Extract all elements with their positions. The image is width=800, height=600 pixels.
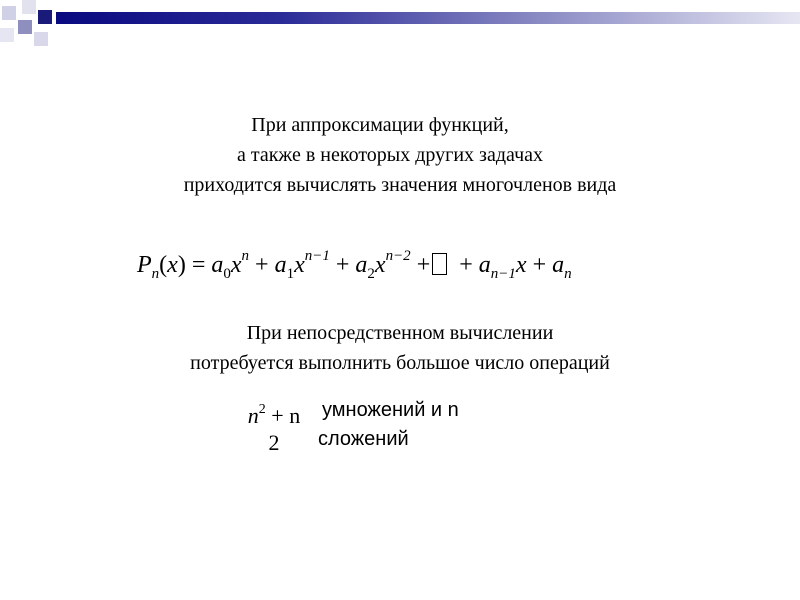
formula-var: x bbox=[230, 252, 242, 278]
formula-index: n bbox=[151, 266, 160, 282]
header-square bbox=[0, 28, 14, 42]
formula-coef: a bbox=[552, 252, 565, 278]
fraction-numerator: $n^2 + n$ bbox=[247, 402, 301, 428]
intro-line: При аппроксимации функций, bbox=[251, 114, 509, 136]
formula-op: + bbox=[335, 252, 350, 278]
operation-labels bbox=[318, 396, 459, 454]
direct-computation-text bbox=[0, 318, 800, 378]
formula-index: 2 bbox=[367, 266, 375, 282]
formula-op: + bbox=[416, 252, 431, 278]
formula-coef: a bbox=[355, 252, 368, 278]
multiplications-label: умножений и n bbox=[322, 399, 459, 421]
formula-symbol: P bbox=[137, 252, 152, 278]
formula-index: 1 bbox=[286, 266, 295, 282]
formula-var: x bbox=[515, 252, 527, 278]
formula-coef: a bbox=[211, 252, 224, 278]
formula-var: x bbox=[374, 252, 386, 278]
formula-index: n−1 bbox=[490, 266, 516, 282]
header-square bbox=[38, 10, 52, 24]
polynomial-formula bbox=[137, 248, 572, 283]
header-bar bbox=[56, 12, 800, 24]
formula-op: + bbox=[459, 252, 473, 278]
intro-line: приходится вычислять значения многочленов вида bbox=[183, 174, 617, 196]
formula-op: = bbox=[191, 252, 206, 278]
intro-line: а также в некоторых других задачах bbox=[236, 144, 544, 166]
header-square bbox=[18, 20, 32, 34]
formula-exp: n−2 bbox=[385, 248, 411, 264]
direct-line: потребуется выполнить большое число операций bbox=[190, 352, 610, 374]
intro-text bbox=[0, 110, 800, 200]
formula-coef: a bbox=[478, 252, 491, 278]
fraction-denominator: 2 bbox=[268, 430, 280, 455]
formula-op: + bbox=[532, 252, 547, 278]
header-square bbox=[22, 0, 36, 14]
formula-paren: ( bbox=[159, 252, 168, 278]
formula-index: n bbox=[564, 266, 572, 282]
direct-line: При непосредственном вычислении bbox=[246, 322, 554, 344]
operation-count-fraction bbox=[238, 396, 310, 456]
formula-var: x bbox=[167, 252, 178, 278]
formula-var: x bbox=[294, 252, 305, 278]
formula-index: 0 bbox=[223, 266, 231, 282]
formula-exp: n bbox=[241, 248, 250, 264]
formula-op: + bbox=[255, 252, 269, 278]
missing-glyph-box bbox=[432, 253, 447, 275]
formula-exp: n−1 bbox=[304, 248, 330, 264]
header-square bbox=[34, 32, 48, 46]
header-square bbox=[2, 6, 16, 20]
additions-label: сложений bbox=[318, 428, 409, 450]
formula-coef: a bbox=[274, 252, 287, 278]
formula-paren: ) bbox=[177, 252, 186, 278]
